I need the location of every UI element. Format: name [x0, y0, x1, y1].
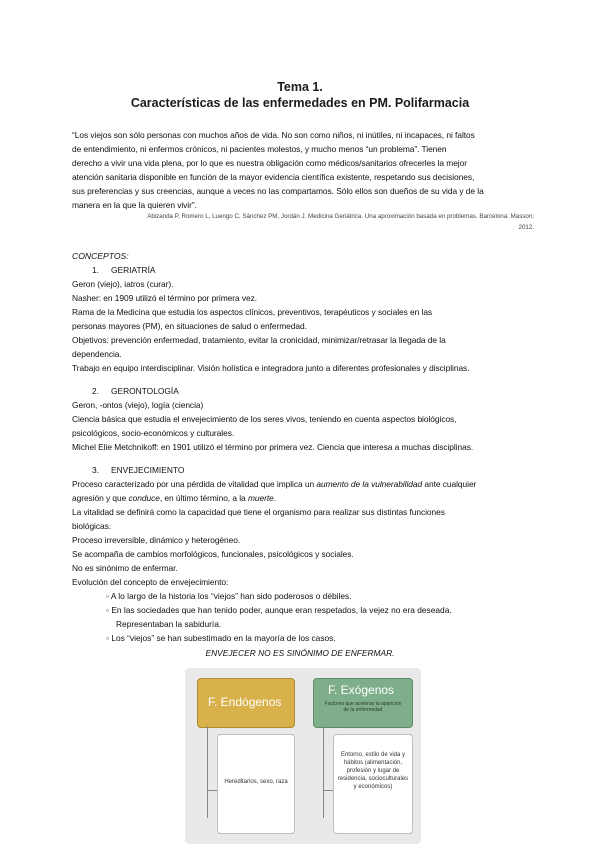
section-number: 3. — [92, 465, 99, 475]
connector-left-h — [207, 790, 217, 791]
quote-line: derecho a vivir una vida plena, por lo que es nuestra obligación como médicos/sanitarios ofrecerles la mejor — [72, 158, 467, 168]
exogenous-detail-text: Entorno, estilo de vida y hábitos (alimentación, profesión y lugar de residencia, socioculturales y económicos) — [337, 752, 409, 790]
body-line — [72, 479, 476, 489]
body-line: dependencia. — [72, 349, 122, 359]
text-run: , en último término, a la — [159, 493, 248, 503]
quote-line: “Los viejos son sólo personas con muchos años de vida. No son como niños, ni inútiles, ni incapaces, ni faltos — [72, 130, 475, 140]
body-line: biológicas. — [72, 521, 112, 531]
connector-left — [207, 726, 208, 818]
connector-right — [323, 726, 324, 818]
body-line: Geron (viejo), iatros (curar). — [72, 279, 174, 289]
endogenous-detail — [217, 734, 295, 834]
section-number: 1. — [92, 265, 99, 275]
list-item — [106, 591, 352, 601]
body-line: Proceso irreversible, dinámico y heterogéneo. — [72, 535, 241, 545]
section-heading-envejecimiento — [92, 465, 184, 475]
doc-title-line1: Tema 1. — [277, 80, 323, 94]
exogenous-box — [313, 678, 413, 728]
list-item-continuation: Representaban la sabiduría. — [116, 619, 222, 629]
body-line: Trabajo en equipo interdisciplinar. Visión holística e integradora junto a diferentes profesionales y disciplinas. — [72, 363, 470, 373]
text-run-italic: muerte — [247, 493, 274, 503]
text-run-italic: aumento de la vulnerabilidad — [316, 479, 423, 489]
section-number: 2. — [92, 386, 99, 396]
bullet-icon: ▫ — [106, 605, 109, 615]
list-item-text: En las sociedades que han tenido poder, aunque eran respetados, la vejez no era deseada. — [111, 605, 452, 615]
body-line: psicológicos, socio-económicos y culturales. — [72, 428, 235, 438]
quote-line: de entendimiento, ni enfermos crónicos, ni pacientes molestos, y mucho menos “un problema”. Tienen — [72, 144, 447, 154]
section-title: GERIATRÍA — [111, 265, 156, 275]
text-run: . — [273, 493, 276, 503]
endogenous-detail-text: Hereditarios, sexo, raza — [224, 779, 288, 785]
body-line: Evolución del concepto de envejecimiento: — [72, 577, 229, 587]
text-run: ante cualquier — [422, 479, 477, 489]
body-line: Geron, -ontos (viejo), logía (ciencia) — [72, 400, 204, 410]
exogenous-title: F. Exógenos — [328, 683, 395, 697]
text-run: agresión y que — [72, 493, 129, 503]
quote-reference: Abizanda P, Romero L, Luengo C, Sánchez PM, Jordán J. Medicina Geriátrica. Una aproximación basada en problemas. Barcelona: Masson; — [147, 213, 534, 220]
doc-title-line2: Características de las enfermedades en PM. Polifarmacia — [130, 96, 470, 110]
body-line: Ciencia básica que estudia el envejecimiento de los seres vivos, teniendo en cuenta aspectos biológicos, — [72, 414, 457, 424]
bullet-icon: ▫ — [106, 633, 109, 643]
body-line: Nasher: en 1909 utilizó el término por primera vez. — [72, 293, 258, 303]
conceptos-label: CONCEPTOS: — [72, 251, 129, 261]
emphasis-line: ENVEJECER NO ES SINÓNIMO DE ENFERMAR. — [205, 648, 395, 658]
list-item-text: A lo largo de la historia los “viejos” han sido poderosos o débiles. — [110, 591, 352, 601]
factors-diagram — [185, 668, 421, 844]
body-line: Se acompaña de cambios morfológicos, funcionales, psicológicos y sociales. — [72, 549, 354, 559]
body-line: La vitalidad se definirá como la capacidad que tiene el organismo para realizar sus distintas funciones — [72, 507, 445, 517]
section-heading-geriatria — [92, 265, 156, 275]
body-line: Rama de la Medicina que estudia los aspectos clínicos, preventivos, terapéuticos y sociales en las — [72, 307, 433, 317]
quote-line: manera en la que la quieren vivir”. — [72, 200, 197, 210]
body-line: Objetivos: prevención enfermedad, tratamiento, evitar la cronicidad, minimizar/retrasar la llegada de la — [72, 335, 446, 345]
text-run: Proceso caracterizado por una pérdida de vitalidad que implica un — [72, 479, 317, 489]
quote-reference-year: 2012. — [518, 224, 534, 231]
body-line: Michel Elie Metchnikoff: en 1901 utilizó el término por primera vez. Ciencia que interesa a muchas disciplinas. — [72, 442, 474, 452]
text-run-italic: conduce — [128, 493, 160, 503]
body-line: No es sinónimo de enfermar. — [72, 563, 178, 573]
quote-line: atención sanitaria disponible en función de la mayor evidencia científica existente, respetando sus decisiones, — [72, 172, 475, 182]
list-item — [106, 605, 452, 615]
connector-right-h — [323, 790, 333, 791]
endogenous-box — [197, 678, 295, 728]
section-title: ENVEJECIMIENTO — [111, 465, 185, 475]
exogenous-caption: Factores que aceleran la aparición de la enfermedad — [324, 701, 402, 713]
section-title: GERONTOLOGÍA — [111, 386, 179, 396]
bullet-icon: ▫ — [106, 591, 109, 601]
exogenous-detail — [333, 734, 413, 834]
list-item — [106, 633, 336, 643]
quote-line: sus preferencias y sus creencias, aunque a veces no las compartamos. Sólo ellos son dueños de su vida y de la — [72, 186, 484, 196]
list-item-text: Los “viejos” se han subestimado en la mayoría de los casos. — [111, 633, 336, 643]
section-heading-gerontologia — [92, 386, 179, 396]
endogenous-title: F. Endógenos — [208, 695, 282, 709]
body-line — [72, 493, 276, 503]
body-line: personas mayores (PM), en situaciones de salud o enfermedad. — [72, 321, 307, 331]
